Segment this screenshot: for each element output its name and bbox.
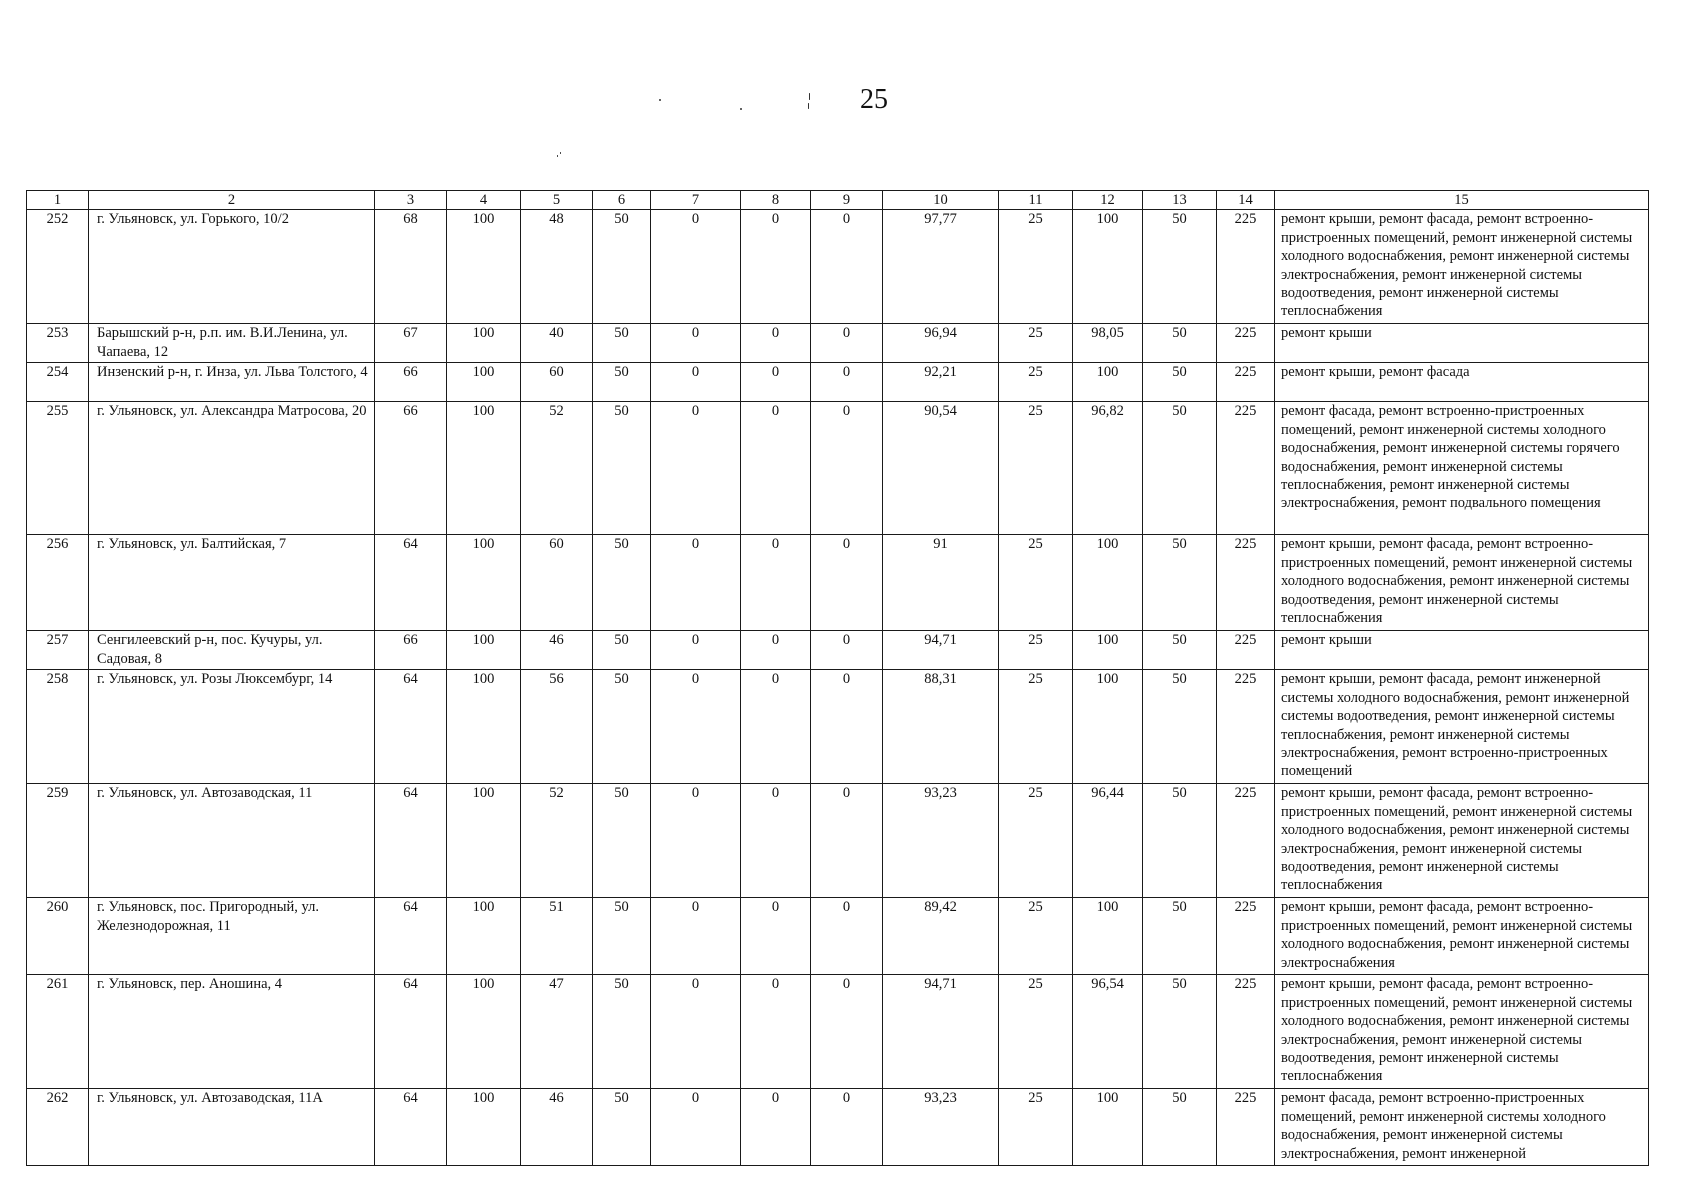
value-cell: 60 [521,363,593,402]
value-cell: 68 [375,210,447,324]
repair-works-cell: ремонт крыши, ремонт фасада, ремонт встроенно-пристроенных помещений, ремонт инженерной системы холодного водоснабжения, ремонт инженерной системы водоотведения, ремонт инженерной системы теплоснабжения [1275,535,1649,631]
scan-speck [809,93,810,100]
value-cell: 48 [521,210,593,324]
value-cell: 89,42 [883,898,999,975]
value-cell: 25 [999,784,1073,898]
value-cell: 0 [811,324,883,363]
value-cell: 225 [1217,535,1275,631]
value-cell: 50 [1143,898,1217,975]
value-cell: 50 [1143,784,1217,898]
value-cell: 0 [651,898,741,975]
address-cell: г. Ульяновск, ул. Горького, 10/2 [89,210,375,324]
row-number: 252 [27,210,89,324]
address-cell: Инзенский р-н, г. Инза, ул. Льва Толстого, 4 [89,363,375,402]
value-cell: 94,71 [883,975,999,1089]
value-cell: 225 [1217,324,1275,363]
column-header: 7 [651,191,741,210]
value-cell: 91 [883,535,999,631]
value-cell: 0 [741,324,811,363]
value-cell: 0 [811,631,883,670]
value-cell: 100 [447,975,521,1089]
value-cell: 0 [651,670,741,784]
value-cell: 225 [1217,402,1275,535]
value-cell: 0 [741,898,811,975]
row-number: 261 [27,975,89,1089]
repair-works-cell: ремонт крыши, ремонт фасада, ремонт инженерной системы холодного водоснабжения, ремонт инженерной системы водоотведения, ремонт инженерной системы теплоснабжения, ремонт инженерной системы электроснабжения, ремонт встроенно-пристроенных помещений [1275,670,1649,784]
value-cell: 0 [811,898,883,975]
value-cell: 100 [1073,631,1143,670]
value-cell: 50 [593,631,651,670]
value-cell: 100 [1073,210,1143,324]
value-cell: 25 [999,210,1073,324]
repair-works-cell: ремонт крыши, ремонт фасада, ремонт встроенно-пристроенных помещений, ремонт инженерной системы холодного водоснабжения, ремонт инженерной системы электроснабжения, ремонт инженерной системы водоотведения, ремонт инженерной системы теплоснабжения [1275,784,1649,898]
value-cell: 0 [811,670,883,784]
value-cell: 47 [521,975,593,1089]
column-header: 10 [883,191,999,210]
value-cell: 0 [741,1089,811,1166]
scan-speck [808,103,809,109]
value-cell: 46 [521,1089,593,1166]
repair-works-cell: ремонт крыши, ремонт фасада, ремонт встроенно-пристроенных помещений, ремонт инженерной системы холодного водоснабжения, ремонт инженерной системы электроснабжения, ремонт инженерной системы водоотведения, ремонт инженерной системы теплоснабжения [1275,210,1649,324]
column-header: 9 [811,191,883,210]
column-header: 6 [593,191,651,210]
column-header: 4 [447,191,521,210]
address-cell: г. Ульяновск, ул. Балтийская, 7 [89,535,375,631]
value-cell: 25 [999,402,1073,535]
address-cell: г. Ульяновск, ул. Александра Матросова, 20 [89,402,375,535]
table-row [27,402,1649,535]
value-cell: 0 [651,631,741,670]
value-cell: 0 [741,631,811,670]
value-cell: 0 [741,363,811,402]
scan-specks [0,0,1694,200]
value-cell: 0 [811,1089,883,1166]
value-cell: 0 [651,1089,741,1166]
value-cell: 50 [593,402,651,535]
column-header: 1 [27,191,89,210]
value-cell: 50 [1143,535,1217,631]
value-cell: 64 [375,670,447,784]
value-cell: 51 [521,898,593,975]
value-cell: 100 [1073,898,1143,975]
value-cell: 97,77 [883,210,999,324]
repair-works-cell: ремонт крыши, ремонт фасада [1275,363,1649,402]
value-cell: 40 [521,324,593,363]
value-cell: 100 [1073,363,1143,402]
value-cell: 25 [999,670,1073,784]
row-number: 256 [27,535,89,631]
value-cell: 25 [999,363,1073,402]
repair-works-cell: ремонт крыши [1275,324,1649,363]
value-cell: 225 [1217,670,1275,784]
value-cell: 25 [999,535,1073,631]
value-cell: 0 [811,210,883,324]
value-cell: 100 [447,402,521,535]
value-cell: 0 [811,535,883,631]
column-header: 3 [375,191,447,210]
value-cell: 100 [447,898,521,975]
value-cell: 50 [1143,1089,1217,1166]
column-header: 2 [89,191,375,210]
value-cell: 100 [447,363,521,402]
value-cell: 96,82 [1073,402,1143,535]
value-cell: 50 [1143,324,1217,363]
value-cell: 100 [447,210,521,324]
row-number: 260 [27,898,89,975]
value-cell: 92,21 [883,363,999,402]
repair-works-cell: ремонт крыши, ремонт фасада, ремонт встроенно-пристроенных помещений, ремонт инженерной системы холодного водоснабжения, ремонт инженерной системы электроснабжения, ремонт инженерной системы водоотведения, ремонт инженерной системы теплоснабжения [1275,975,1649,1089]
row-number: 258 [27,670,89,784]
value-cell: 52 [521,402,593,535]
value-cell: 50 [593,670,651,784]
value-cell: 0 [741,402,811,535]
value-cell: 0 [651,363,741,402]
value-cell: 0 [741,535,811,631]
value-cell: 225 [1217,631,1275,670]
value-cell: 96,44 [1073,784,1143,898]
table-body [27,210,1649,1166]
value-cell: 90,54 [883,402,999,535]
value-cell: 225 [1217,975,1275,1089]
value-cell: 50 [593,898,651,975]
value-cell: 50 [593,784,651,898]
value-cell: 52 [521,784,593,898]
value-cell: 50 [593,535,651,631]
value-cell: 50 [593,324,651,363]
row-number: 253 [27,324,89,363]
value-cell: 64 [375,1089,447,1166]
value-cell: 66 [375,363,447,402]
table-row [27,898,1649,975]
value-cell: 64 [375,975,447,1089]
address-cell: г. Ульяновск, пос. Пригородный, ул. Железнодорожная, 11 [89,898,375,975]
value-cell: 100 [447,324,521,363]
table-row [27,210,1649,324]
value-cell: 100 [1073,535,1143,631]
address-cell: г. Ульяновск, ул. Розы Люксембург, 14 [89,670,375,784]
value-cell: 50 [593,1089,651,1166]
value-cell: 100 [447,670,521,784]
value-cell: 66 [375,402,447,535]
value-cell: 96,94 [883,324,999,363]
value-cell: 96,54 [1073,975,1143,1089]
value-cell: 25 [999,898,1073,975]
value-cell: 25 [999,975,1073,1089]
value-cell: 225 [1217,784,1275,898]
value-cell: 50 [1143,975,1217,1089]
value-cell: 50 [593,363,651,402]
value-cell: 225 [1217,363,1275,402]
header-row [27,191,1649,210]
value-cell: 0 [811,363,883,402]
column-header: 11 [999,191,1073,210]
row-number: 255 [27,402,89,535]
value-cell: 0 [651,324,741,363]
value-cell: 0 [651,402,741,535]
table-row [27,631,1649,670]
address-cell: г. Ульяновск, ул. Автозаводская, 11А [89,1089,375,1166]
value-cell: 0 [651,210,741,324]
value-cell: 100 [447,535,521,631]
value-cell: 94,71 [883,631,999,670]
value-cell: 64 [375,784,447,898]
table-row [27,324,1649,363]
value-cell: 0 [811,784,883,898]
value-cell: 0 [651,975,741,1089]
value-cell: 64 [375,535,447,631]
scan-speck [740,108,742,110]
value-cell: 50 [1143,363,1217,402]
column-header: 5 [521,191,593,210]
column-header: 8 [741,191,811,210]
address-cell: г. Ульяновск, ул. Автозаводская, 11 [89,784,375,898]
column-header: 13 [1143,191,1217,210]
value-cell: 100 [447,631,521,670]
column-header: 15 [1275,191,1649,210]
row-number: 257 [27,631,89,670]
value-cell: 25 [999,631,1073,670]
repair-works-cell: ремонт крыши [1275,631,1649,670]
scan-speck [557,155,558,157]
column-header: 14 [1217,191,1275,210]
value-cell: 93,23 [883,784,999,898]
value-cell: 98,05 [1073,324,1143,363]
value-cell: 50 [593,975,651,1089]
value-cell: 100 [1073,670,1143,784]
value-cell: 225 [1217,898,1275,975]
table-row [27,670,1649,784]
row-number: 254 [27,363,89,402]
value-cell: 0 [651,784,741,898]
scan-speck [560,152,561,154]
address-cell: Барышский р-н, р.п. им. В.И.Ленина, ул. Чапаева, 12 [89,324,375,363]
column-header: 12 [1073,191,1143,210]
housing-repair-table [26,190,1649,1166]
value-cell: 50 [1143,631,1217,670]
table-row [27,535,1649,631]
repair-works-cell: ремонт крыши, ремонт фасада, ремонт встроенно-пристроенных помещений, ремонт инженерной системы холодного водоснабжения, ремонт инженерной системы электроснабжения [1275,898,1649,975]
value-cell: 56 [521,670,593,784]
row-number: 259 [27,784,89,898]
value-cell: 0 [811,402,883,535]
value-cell: 0 [651,535,741,631]
value-cell: 50 [593,210,651,324]
value-cell: 50 [1143,670,1217,784]
value-cell: 100 [447,784,521,898]
page-number: 25 [860,84,888,115]
value-cell: 64 [375,898,447,975]
repair-works-cell: ремонт фасада, ремонт встроенно-пристроенных помещений, ремонт инженерной системы холодного водоснабжения, ремонт инженерной системы электроснабжения, ремонт инженерной [1275,1089,1649,1166]
repair-works-cell: ремонт фасада, ремонт встроенно-пристроенных помещений, ремонт инженерной системы холодного водоснабжения, ремонт инженерной системы горячего водоснабжения, ремонт инженерной системы теплоснабжения, ремонт инженерной системы электроснабжения, ремонт подвального помещения [1275,402,1649,535]
address-cell: Сенгилеевский р-н, пос. Кучуры, ул. Садовая, 8 [89,631,375,670]
value-cell: 67 [375,324,447,363]
value-cell: 88,31 [883,670,999,784]
table-row [27,1089,1649,1166]
value-cell: 66 [375,631,447,670]
value-cell: 100 [447,1089,521,1166]
address-cell: г. Ульяновск, пер. Аношина, 4 [89,975,375,1089]
scan-speck [659,99,661,101]
value-cell: 46 [521,631,593,670]
value-cell: 50 [1143,402,1217,535]
value-cell: 50 [1143,210,1217,324]
value-cell: 60 [521,535,593,631]
value-cell: 25 [999,324,1073,363]
table-row [27,363,1649,402]
value-cell: 225 [1217,1089,1275,1166]
table-row [27,975,1649,1089]
value-cell: 0 [741,210,811,324]
table-row [27,784,1649,898]
row-number: 262 [27,1089,89,1166]
value-cell: 25 [999,1089,1073,1166]
value-cell: 0 [741,784,811,898]
value-cell: 93,23 [883,1089,999,1166]
value-cell: 0 [741,670,811,784]
value-cell: 225 [1217,210,1275,324]
value-cell: 0 [811,975,883,1089]
value-cell: 0 [741,975,811,1089]
value-cell: 100 [1073,1089,1143,1166]
